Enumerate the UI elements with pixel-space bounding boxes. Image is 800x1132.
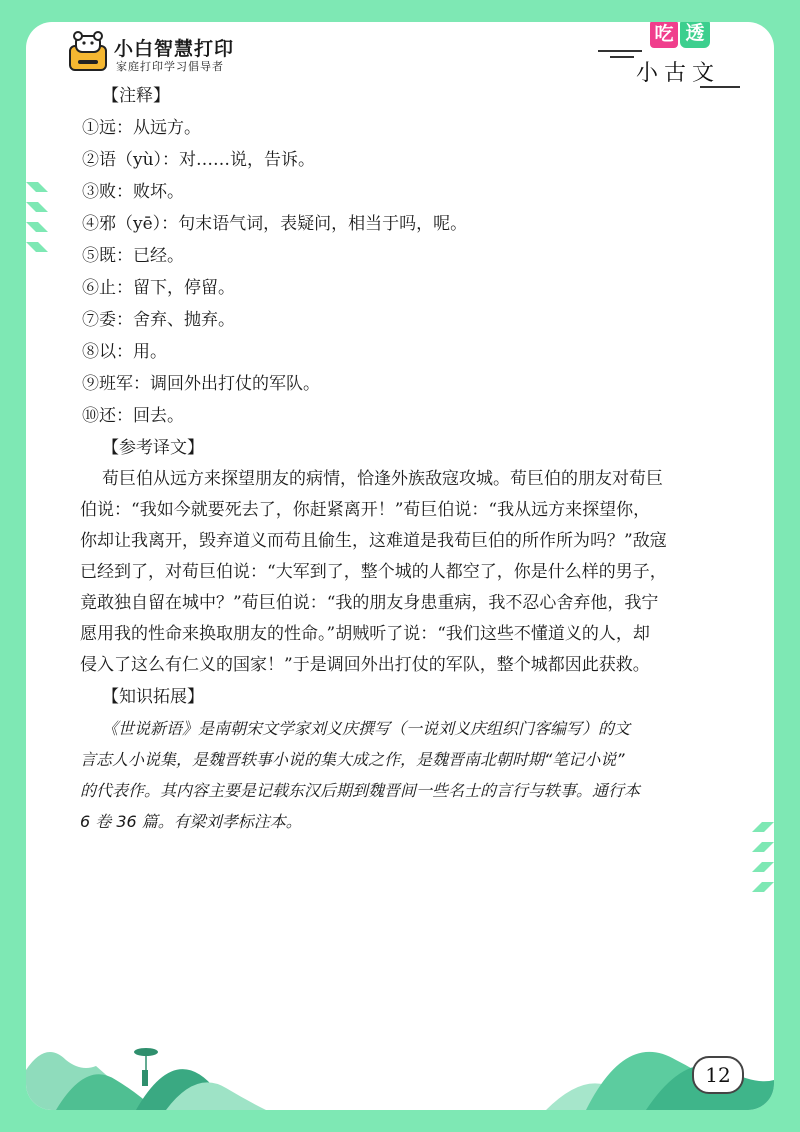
translation-line: 愿用我的性命来换取朋友的性命。”胡贼听了说：“我们这些不懂道义的人，却	[80, 624, 650, 644]
translation-heading: 【参考译文】	[102, 438, 204, 458]
decorative-line	[610, 56, 634, 58]
translation-line: 你却让我离开，毁弃道义而苟且偷生，这难道是我荀巨伯的所作所为吗？”敌寇	[80, 531, 667, 551]
decorative-line	[598, 50, 642, 52]
translation-line: 竟敢独自留在城中？”荀巨伯说：“我的朋友身患重病，我不忍心舍弃他，我宁	[80, 593, 659, 613]
main-content	[80, 80, 740, 837]
extension-heading: 【知识拓展】	[102, 687, 204, 707]
brand-name: 小白智慧打印	[114, 38, 235, 60]
brand-slogan: 家庭打印学习倡导者	[116, 60, 224, 73]
brand-logo	[66, 28, 266, 76]
translation-line: 已经到了，对荀巨伯说：“大军到了，整个城的人都空了，你是什么样的男子，	[80, 562, 667, 582]
note-item: ⑤既：已经。	[82, 246, 184, 266]
notes-list	[80, 112, 740, 432]
note-item: ⑩还：回去。	[82, 406, 184, 426]
series-char-1: 吃	[650, 22, 678, 48]
series-subtitle: 小古文	[636, 61, 721, 86]
translation-line: 伯说：“我如今就要死去了，你赶紧离开！”荀巨伯说：“我从远方来探望你，	[80, 500, 651, 520]
printer-bear-icon	[66, 30, 110, 74]
left-stripe-decoration	[26, 182, 48, 382]
extension-line: 6 卷 36 篇。有梁刘孝标注本。	[80, 812, 302, 831]
mountain-landscape-decoration	[26, 1000, 774, 1110]
note-item: ②语（yù）：对……说，告诉。	[82, 150, 316, 170]
note-item: ⑦委：舍弃、抛弃。	[82, 310, 235, 330]
note-item: ④邪（yē）：句末语气词，表疑问，相当于吗，呢。	[82, 214, 468, 234]
note-item: ①远：从远方。	[82, 118, 201, 138]
translation-paragraph	[80, 464, 740, 681]
extension-line: 的代表作。其内容主要是记载东汉后期到魏晋间一些名士的言行与轶事。通行本	[80, 781, 641, 800]
series-char-2: 透	[680, 22, 710, 48]
extension-line: 《世说新语》是南朝宋文学家刘义庆撰写（一说刘义庆组织门客编写）的文	[102, 719, 631, 738]
note-item: ⑥止：留下，停留。	[82, 278, 235, 298]
note-item: ⑨班军：调回外出打仗的军队。	[82, 374, 320, 394]
series-title	[596, 22, 756, 86]
extension-paragraph	[80, 713, 740, 837]
page-number: 12	[692, 1056, 744, 1094]
right-stripe-decoration	[752, 822, 774, 982]
extension-line: 言志人小说集，是魏晋轶事小说的集大成之作，是魏晋南北朝时期“笔记小说”	[80, 750, 625, 769]
translation-line: 荀巨伯从远方来探望朋友的病情，恰逢外族敌寇攻城。荀巨伯的朋友对荀巨	[102, 469, 663, 489]
translation-line: 侵入了这么有仁义的国家！”于是调回外出打仗的军队，整个城都因此获救。	[80, 655, 650, 675]
notes-heading: 【注释】	[102, 86, 170, 106]
note-item: ③败：败坏。	[82, 182, 184, 202]
page	[26, 22, 774, 1110]
note-item: ⑧以：用。	[82, 342, 167, 362]
